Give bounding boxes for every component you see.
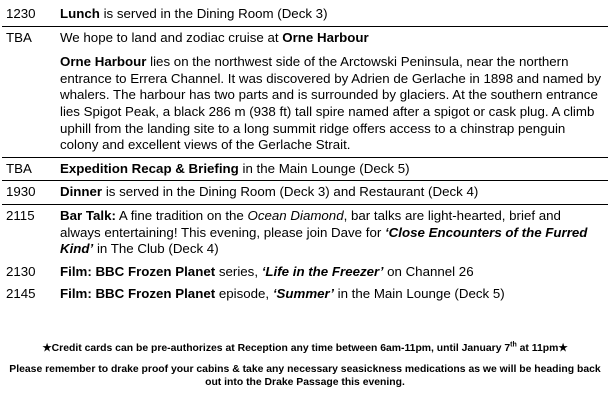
event-title: Film: BBC Frozen Planet: [60, 286, 216, 302]
event-text: , bar talks are light-hearted, brief and always entertaining! This evening, please join Dave for: [60, 207, 561, 240]
event-title: Bar Talk:: [60, 207, 116, 223]
landing-intro-text: We hope to land and zodiac cruise at: [60, 29, 283, 45]
schedule-row-bar-talk: [2, 204, 608, 260]
schedule-row-lunch: [2, 3, 608, 26]
event-time: TBA: [2, 157, 52, 181]
schedule-row-film-episode: [2, 283, 608, 306]
event-title: Lunch: [60, 6, 100, 21]
credit-card-note: [0, 342, 610, 355]
film-title: ‘Summer’: [272, 286, 334, 302]
event-time: 2145: [6, 286, 36, 302]
talk-title: ‘Close Encounters of the Furred Kind’: [60, 224, 588, 257]
drake-passage-note: Please remember to drake proof your cabins & take any necessary seasickness medications as we will be heading back out into the Drake Passage this evening.: [9, 364, 601, 388]
event-text: in The Club (Deck 4): [93, 241, 219, 257]
event-text: episode,: [215, 286, 273, 302]
landing-intro: [60, 30, 604, 47]
event-title: Film: BBC Frozen Planet: [60, 263, 216, 279]
schedule-row-landing: [2, 26, 608, 157]
event-text: is served in the Dining Room (Deck 3): [99, 6, 328, 21]
footer-notes: [0, 342, 610, 389]
event-text: series,: [215, 263, 262, 279]
date-suffix: th: [510, 341, 517, 349]
schedule-row-dinner: [2, 181, 608, 205]
event-description: [52, 3, 608, 26]
event-time: 2130: [6, 263, 36, 279]
event-title: Dinner: [60, 184, 103, 200]
ship-name: Ocean Diamond: [247, 207, 344, 223]
landing-site-description-text: lies on the northwest side of the Arctowski Peninsula, near the northern entrance to Errera Channel. It was discovered by Adrien de Gerlache in 1898 and named by whalers. The harbour has two parts and is surrounded by glaciers. At the southern entrance lies Spigot Peak, a black 286 m (938 ft) tall spire named after a spigot or cask plug. A climb uphill from the landing site to a long summit ridge offers access to a chinstrap penguin colony and excellent views of the Gerlache Strait.: [60, 54, 602, 153]
landing-site-name-bold: Orne Harbour: [60, 54, 147, 70]
event-text: is served in the Dining Room (Deck 3) and Restaurant (Deck 4): [102, 184, 479, 200]
event-description: [52, 181, 608, 205]
event-text: in the Main Lounge (Deck 5): [333, 286, 505, 302]
event-text: A fine tradition on the: [115, 207, 248, 223]
event-description: [52, 26, 608, 157]
event-time: TBA: [2, 26, 52, 157]
event-description: [52, 157, 608, 181]
credit-card-note-end: at 11pm★: [516, 343, 568, 354]
event-text: in the Main Lounge (Deck 5): [238, 160, 410, 176]
landing-site-description: [60, 54, 604, 154]
event-time: 2115: [6, 207, 35, 223]
daily-schedule-table: [2, 3, 608, 306]
schedule-row-recap: [2, 157, 608, 181]
event-description: [52, 283, 608, 306]
event-description: [52, 261, 608, 284]
event-description: [52, 204, 608, 260]
event-time: 1930: [2, 181, 52, 205]
event-text: on Channel 26: [383, 263, 474, 279]
event-time: 1230: [2, 3, 52, 26]
event-title: Expedition Recap & Briefing: [60, 160, 239, 176]
credit-card-note-text: ★Credit cards can be pre-authorizes at Reception any time between 6am-11pm, until January 7: [42, 343, 511, 354]
schedule-row-film-series: [2, 261, 608, 284]
landing-site-name: Orne Harbour: [282, 29, 369, 45]
film-title: ‘Life in the Freezer’: [261, 263, 384, 279]
